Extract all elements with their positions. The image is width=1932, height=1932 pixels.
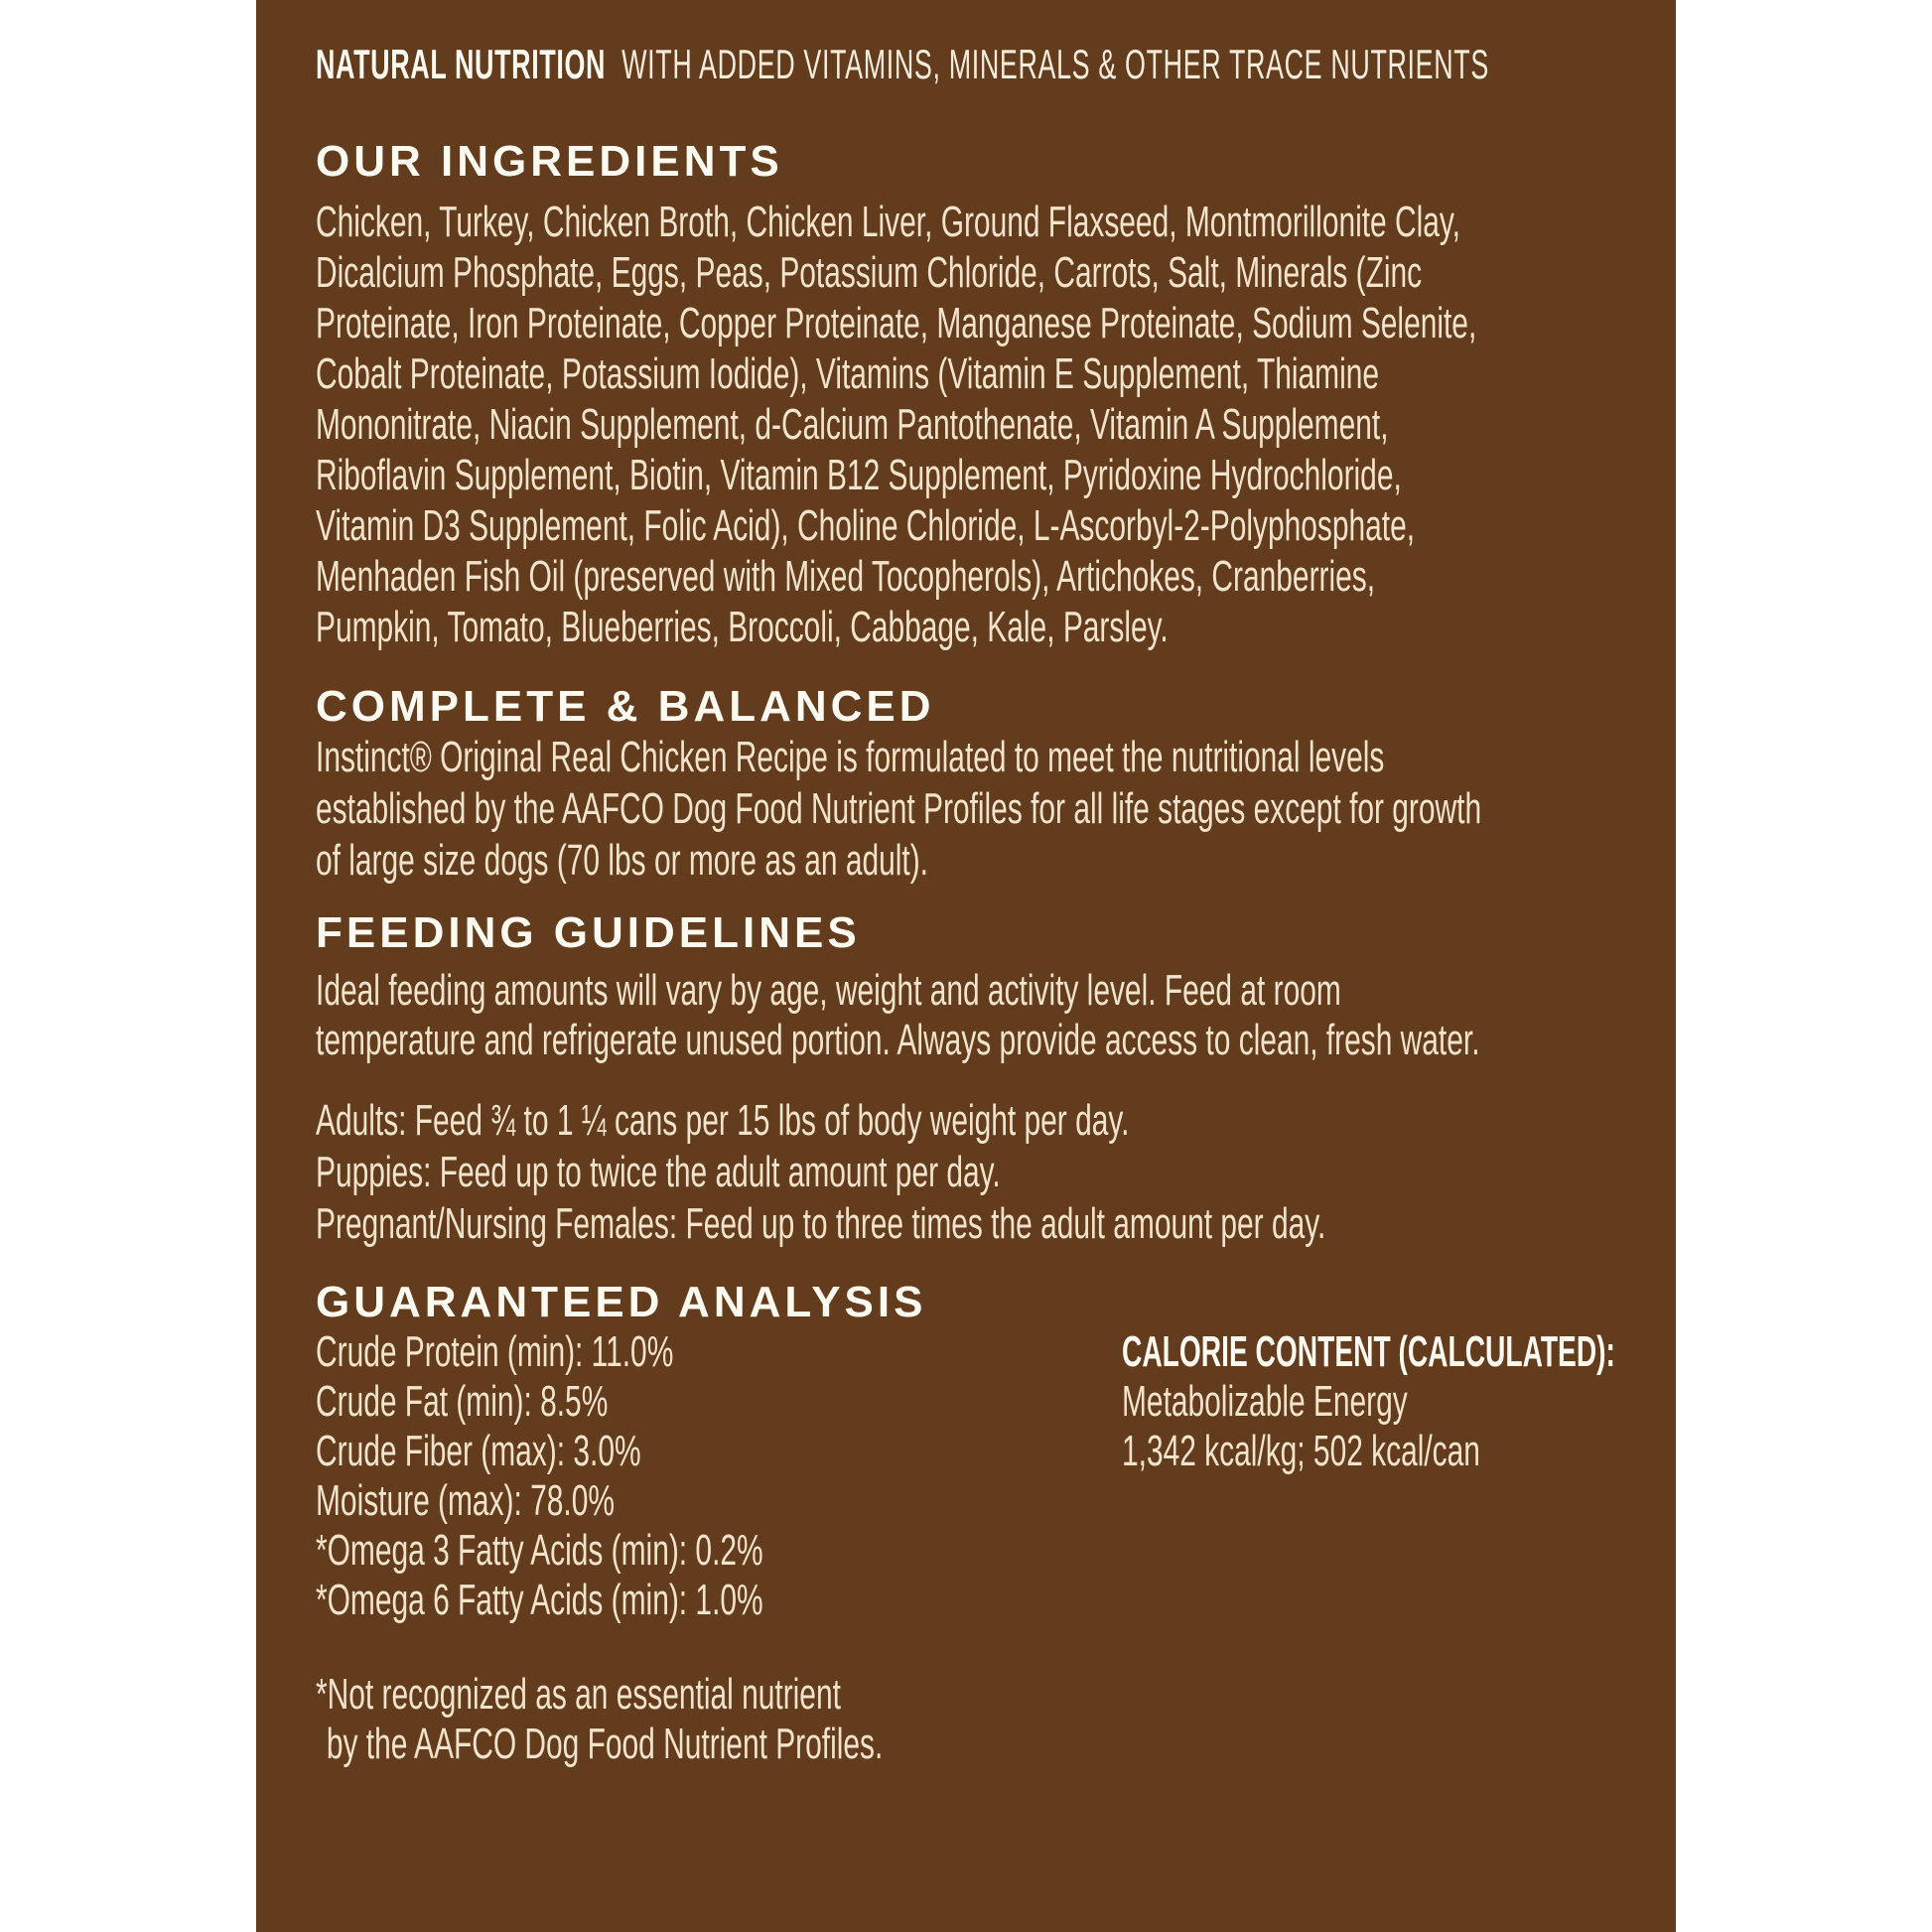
tagline-rest-text: WITH ADDED VITAMINS, MINERALS & OTHER TRACE NUTRIENTS <box>621 41 1489 87</box>
tagline <box>316 41 1489 87</box>
ingredients-text <box>316 197 1646 652</box>
tagline-bold-text: NATURAL NUTRITION <box>316 41 607 87</box>
aafco-footnote <box>316 1670 1646 1769</box>
footnote-line: by the AAFCO Dog Food Nutrient Profiles. <box>326 1720 884 1768</box>
ga-omega-6: *Omega 6 Fatty Acids (min): 1.0% <box>316 1576 763 1624</box>
complete-balanced-heading: COMPLETE & BALANCED <box>316 682 935 731</box>
feeding-guidelines-line: temperature and refrigerate unused portion. Always provide access to clean, fresh water. <box>316 1016 1480 1064</box>
feeding-amount-adults: Adults: Feed ¾ to 1 ¼ cans per 15 lbs of body weight per day. <box>316 1096 1130 1145</box>
ingredients-line: Proteinate, Iron Proteinate, Copper Proteinate, Manganese Proteinate, Sodium Selenite, <box>316 299 1477 347</box>
ga-omega-3: *Omega 3 Fatty Acids (min): 0.2% <box>316 1526 763 1575</box>
complete-balanced-line: of large size dogs (70 lbs or more as an adult). <box>316 836 929 885</box>
feeding-guidelines-line: Ideal feeding amounts will vary by age, weight and activity level. Feed at room <box>316 966 1341 1015</box>
ingredients-line: Chicken, Turkey, Chicken Broth, Chicken Liver, Ground Flaxseed, Montmorillonite Clay, <box>316 198 1460 246</box>
ingredients-line: Mononitrate, Niacin Supplement, d-Calcium Pantothenate, Vitamin A Supplement, <box>316 400 1389 449</box>
feeding-amount-puppies: Puppies: Feed up to twice the adult amount per day. <box>316 1148 1001 1196</box>
footnote-line: *Not recognized as an essential nutrient <box>316 1670 841 1719</box>
ingredients-line: Pumpkin, Tomato, Blueberries, Broccoli, Cabbage, Kale, Parsley. <box>316 603 1169 651</box>
complete-balanced-text <box>316 732 1646 887</box>
calorie-content-block <box>1122 1327 1676 1476</box>
ingredients-line: Riboflavin Supplement, Biotin, Vitamin B12 Supplement, Pyridoxine Hydrochloride, <box>316 451 1402 499</box>
guaranteed-analysis-heading: GUARANTEED ANALYSIS <box>316 1278 927 1326</box>
ingredients-line: Menhaden Fish Oil (preserved with Mixed Tocopherols), Artichokes, Cranberries, <box>316 552 1376 601</box>
pet-food-label-panel <box>256 0 1676 1932</box>
ingredients-line: Cobalt Proteinate, Potassium Iodide), Vitamins (Vitamin E Supplement, Thiamine <box>316 349 1380 398</box>
ga-moisture: Moisture (max): 78.0% <box>316 1476 615 1525</box>
calorie-content-line: Metabolizable Energy <box>1122 1377 1408 1426</box>
ingredients-line: Dicalcium Phosphate, Eggs, Peas, Potassium Chloride, Carrots, Salt, Minerals (Zinc <box>316 248 1423 297</box>
feeding-amount-pregnant-nursing: Pregnant/Nursing Females: Feed up to three times the adult amount per day. <box>316 1199 1326 1248</box>
ga-crude-protein: Crude Protein (min): 11.0% <box>316 1327 674 1376</box>
feeding-guidelines-heading: FEEDING GUIDELINES <box>316 908 861 957</box>
calorie-content-line: 1,342 kcal/kg; 502 kcal/can <box>1122 1427 1480 1475</box>
complete-balanced-line: established by the AAFCO Dog Food Nutrient Profiles for all life stages except for growth <box>316 784 1482 833</box>
calorie-content-heading: CALORIE CONTENT (CALCULATED): <box>1122 1327 1615 1376</box>
complete-balanced-line: Instinct® Original Real Chicken Recipe is formulated to meet the nutritional levels <box>316 733 1385 781</box>
ga-crude-fat: Crude Fat (min): 8.5% <box>316 1377 609 1426</box>
guaranteed-analysis-section <box>316 1327 1646 1625</box>
feeding-amounts-list <box>316 1095 1646 1250</box>
ingredients-heading: OUR INGREDIENTS <box>316 137 783 186</box>
ga-crude-fiber: Crude Fiber (max): 3.0% <box>316 1427 641 1475</box>
feeding-guidelines-text <box>316 966 1646 1065</box>
ingredients-line: Vitamin D3 Supplement, Folic Acid), Choline Chloride, L-Ascorbyl-2-Polyphosphate, <box>316 501 1416 550</box>
